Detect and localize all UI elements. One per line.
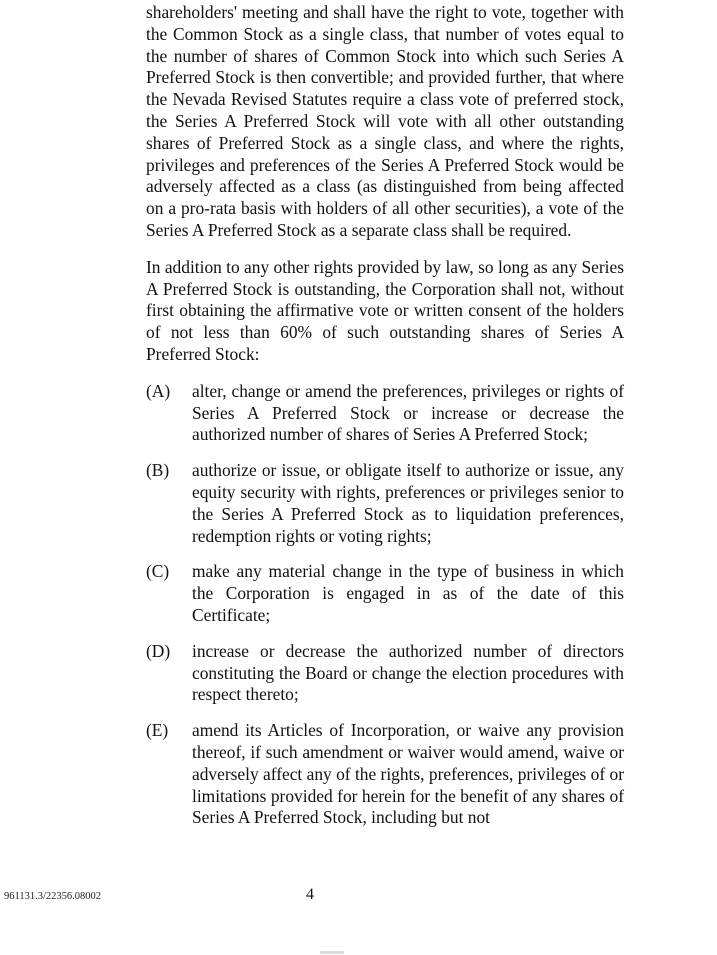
list-item-text: alter, change or amend the preferences, privileges or rights of Series A Preferred Stock or increase or decrease the authorized number of shares of Series A Preferred Stock;	[192, 380, 624, 445]
list-item-text: increase or decrease the authorized number of directors constituting the Board or change the election procedures with respect thereto;	[192, 640, 624, 705]
page-number: 4	[306, 886, 314, 903]
paragraph-voting-rights: shareholders' meeting and shall have the right to vote, together with the Common Stock as a single class, that number of votes equal to the number of shares of Common Stock into which such Series A Preferred Stock is then convertible; and provided further, that where the Nevada Revised Statutes require a class vote of preferred stock, the Series A Preferred Stock will vote with all other outstanding shares of Preferred Stock as a single class, and where the rights, privileges and preferences of the Series A Preferred Stock would be adversely affected as a class (as distinguished from being affected on a pro-rata basis with holders of all other securities), a vote of the Series A Preferred Stock as a separate class shall be required.	[146, 2, 624, 240]
list-item-b	[146, 460, 624, 547]
list-item-label: (E)	[146, 720, 169, 741]
paragraph-protective-provisions: In addition to any other rights provided by law, so long as any Series A Preferred Stock is outstanding, the Corporation shall not, without first obtaining the affirmative vote or written consent of the holders of not less than 60% of such outstanding shares of Series A Preferred Stock:	[146, 256, 624, 364]
document-body	[146, 2, 624, 843]
list-item-label: (D)	[146, 640, 171, 661]
list-item-e	[146, 720, 624, 829]
list-item-label: (C)	[146, 561, 170, 582]
list-item-text: make any material change in the type of business in which the Corporation is engaged in as of the date of this Certificate;	[192, 561, 624, 625]
list-item-d	[146, 641, 624, 706]
document-id: 961131.3/22356.08002	[4, 891, 102, 902]
list-item-text: amend its Articles of Incorporation, or waive any provision thereof, if such amendment or waiver would amend, waive or adversely affect any of the rights, preferences, privileges of or limitations provided for herein for the benefit of any shares of Series A Preferred Stock, including but not	[192, 720, 624, 828]
list-item-c	[146, 561, 624, 626]
list-item-label: (A)	[146, 380, 171, 401]
list-item-text: authorize or issue, or obligate itself to authorize or issue, any equity security with rights, preferences or privileges senior to the Series A Preferred Stock as to liquidation preferences, redemption rights or voting rights;	[192, 460, 624, 546]
list-item-label: (B)	[146, 460, 170, 481]
page-edge-divider	[320, 951, 344, 954]
list-item-a	[146, 381, 624, 446]
protective-provisions-list	[146, 381, 624, 829]
